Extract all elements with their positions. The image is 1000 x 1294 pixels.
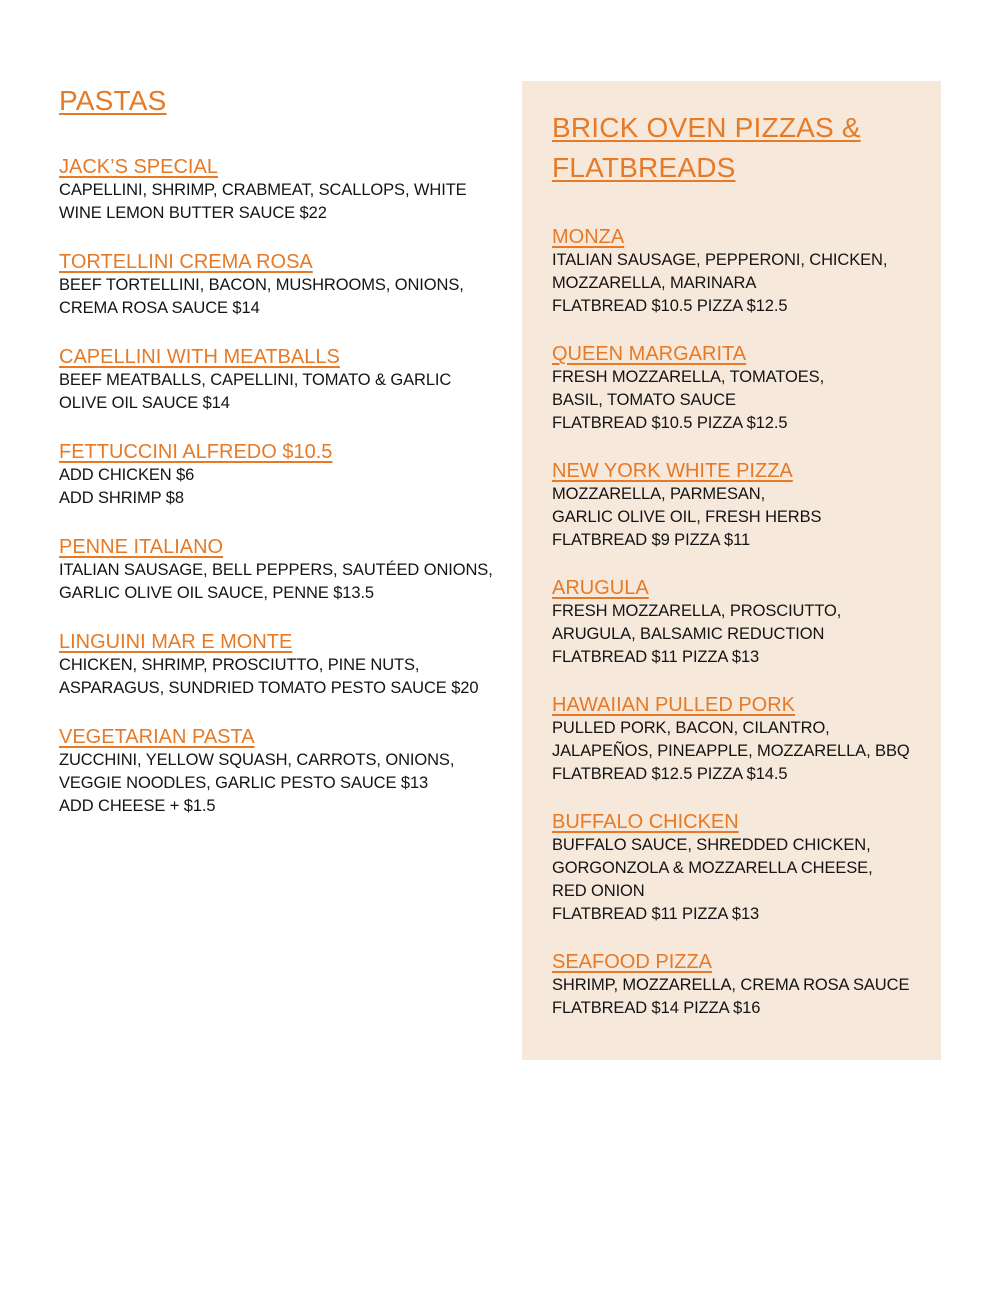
item-description: ZUCCHINI, YELLOW SQUASH, CARROTS, ONIONS, xyxy=(59,751,455,769)
item-name: QUEEN MARGARITA xyxy=(552,343,747,365)
item-name: ARUGULA xyxy=(552,577,649,599)
item-description: ADD SHRIMP $8 xyxy=(59,489,184,507)
item-price: FLATBREAD $11 PIZZA $13 xyxy=(552,648,760,666)
menu-item xyxy=(59,440,499,510)
pizzas-title xyxy=(552,108,912,188)
item-description: GARLIC OLIVE OIL SAUCE, PENNE $13.5 xyxy=(59,584,375,602)
item-name: NEW YORK WHITE PIZZA xyxy=(552,460,793,482)
item-description: ARUGULA, BALSAMIC REDUCTION xyxy=(552,625,825,643)
pastas-title: PASTAS xyxy=(59,85,167,116)
menu-item xyxy=(552,693,941,786)
item-description: OLIVE OIL SAUCE $14 xyxy=(59,394,230,412)
menu-item xyxy=(59,535,499,605)
item-description: VEGGIE NOODLES, GARLIC PESTO SAUCE $13 xyxy=(59,774,429,792)
item-description: JALAPEÑOS, PINEAPPLE, MOZZARELLA, BBQ xyxy=(552,742,910,760)
item-name: TORTELLINI CREMA ROSA xyxy=(59,251,313,273)
pizzas-section xyxy=(522,81,941,1060)
item-description: BASIL, TOMATO SAUCE xyxy=(552,391,736,409)
item-name: FETTUCCINI ALFREDO $10.5 xyxy=(59,441,333,463)
item-description: WINE LEMON BUTTER SAUCE $22 xyxy=(59,204,327,222)
item-price: FLATBREAD $11 PIZZA $13 xyxy=(552,905,760,923)
item-description: GORGONZOLA & MOZZARELLA CHEESE, xyxy=(552,859,873,877)
item-description: RED ONION xyxy=(552,882,645,900)
pastas-section xyxy=(59,84,499,843)
item-description: CHICKEN, SHRIMP, PROSCIUTTO, PINE NUTS, xyxy=(59,656,420,674)
item-description: ITALIAN SAUSAGE, PEPPERONI, CHICKEN, xyxy=(552,251,888,269)
item-description: BEEF TORTELLINI, BACON, MUSHROOMS, ONIONS, xyxy=(59,276,464,294)
item-description: BUFFALO SAUCE, SHREDDED CHICKEN, xyxy=(552,836,871,854)
menu-item xyxy=(552,950,941,1020)
item-price: FLATBREAD $10.5 PIZZA $12.5 xyxy=(552,297,788,315)
item-name: CAPELLINI WITH MEATBALLS xyxy=(59,346,340,368)
menu-item xyxy=(552,459,941,552)
item-description: MOZZARELLA, MARINARA xyxy=(552,274,757,292)
item-description: FRESH MOZZARELLA, PROSCIUTTO, xyxy=(552,602,842,620)
item-name: HAWAIIAN PULLED PORK xyxy=(552,694,796,716)
item-description: ASPARAGUS, SUNDRIED TOMATO PESTO SAUCE $20 xyxy=(59,679,479,697)
pizzas-title-line1: BRICK OVEN PIZZAS & xyxy=(552,112,861,143)
item-description: GARLIC OLIVE OIL, FRESH HERBS xyxy=(552,508,822,526)
item-description: BEEF MEATBALLS, CAPELLINI, TOMATO & GARLIC xyxy=(59,371,452,389)
item-name: SEAFOOD PIZZA xyxy=(552,951,713,973)
item-description: PULLED PORK, BACON, CILANTRO, xyxy=(552,719,830,737)
pizzas-title-line2: FLATBREADS xyxy=(552,152,736,183)
item-name: VEGETARIAN PASTA xyxy=(59,726,255,748)
item-name: JACK’S SPECIAL xyxy=(59,156,218,178)
menu-item xyxy=(59,630,499,700)
menu-item xyxy=(552,225,941,318)
item-description: SHRIMP, MOZZARELLA, CREMA ROSA SAUCE xyxy=(552,976,910,994)
menu-item xyxy=(59,155,499,225)
item-description: CREMA ROSA SAUCE $14 xyxy=(59,299,260,317)
item-name: PENNE ITALIANO xyxy=(59,536,224,558)
item-name: MONZA xyxy=(552,226,625,248)
menu-item xyxy=(552,576,941,669)
item-name: LINGUINI MAR E MONTE xyxy=(59,631,293,653)
item-description: ADD CHICKEN $6 xyxy=(59,466,195,484)
item-price: FLATBREAD $9 PIZZA $11 xyxy=(552,531,751,549)
item-description: CAPELLINI, SHRIMP, CRABMEAT, SCALLOPS, WHITE xyxy=(59,181,467,199)
item-price: FLATBREAD $14 PIZZA $16 xyxy=(552,999,761,1017)
menu-item xyxy=(552,342,941,435)
item-price: FLATBREAD $10.5 PIZZA $12.5 xyxy=(552,414,788,432)
item-name: BUFFALO CHICKEN xyxy=(552,811,739,833)
item-price: FLATBREAD $12.5 PIZZA $14.5 xyxy=(552,765,788,783)
menu-item xyxy=(59,345,499,415)
menu-item xyxy=(59,250,499,320)
item-description: ITALIAN SAUSAGE, BELL PEPPERS, SAUTÉED ONIONS, xyxy=(59,561,493,579)
menu-item xyxy=(552,810,941,926)
item-description: MOZZARELLA, PARMESAN, xyxy=(552,485,766,503)
menu-item xyxy=(59,725,499,818)
item-description: ADD CHEESE + $1.5 xyxy=(59,797,216,815)
item-description: FRESH MOZZARELLA, TOMATOES, xyxy=(552,368,825,386)
